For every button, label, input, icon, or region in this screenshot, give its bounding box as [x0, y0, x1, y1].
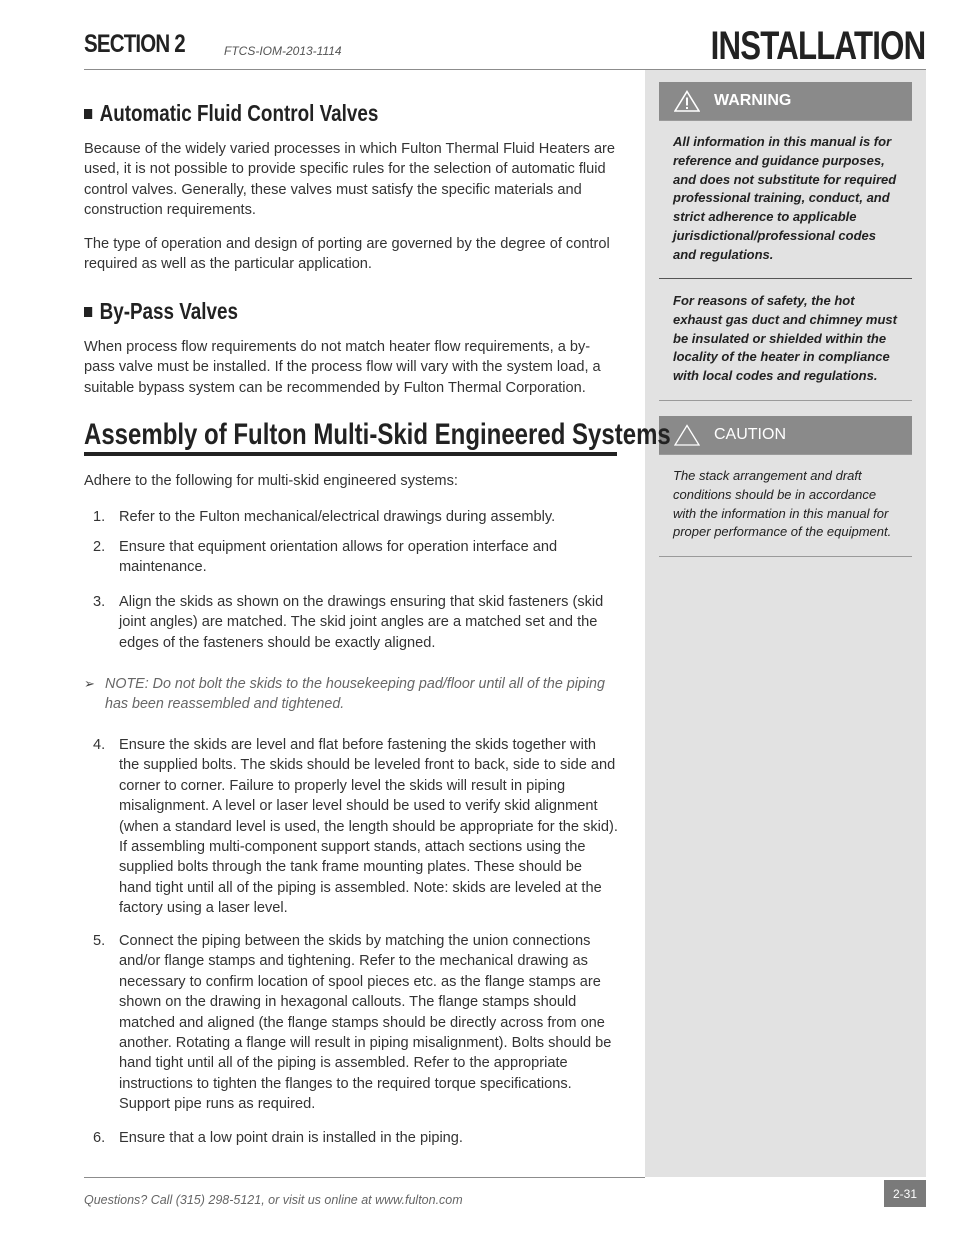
caution-label: CAUTION [714, 426, 786, 443]
caution-text: The stack arrangement and draft conditions should be in accordance with the information in this manual for proper performance of the equipment. [673, 468, 892, 540]
bypass-heading: By-Pass Valves [84, 298, 238, 325]
footer-contact: Questions? Call (315) 298-5121, or visit us online at www.fulton.com [84, 1193, 463, 1207]
warning-divider [659, 278, 912, 279]
assembly-heading-rule [84, 452, 617, 456]
list-item: 6. Ensure that a low point drain is installed in the piping. [93, 1130, 463, 1146]
warning-triangle-icon [674, 90, 700, 112]
warning-divider-bottom [659, 400, 912, 401]
page-number: 2-31 [884, 1180, 926, 1207]
warning-label: WARNING [714, 92, 792, 109]
list-item: 3. Align the skids as shown on the drawings ensuring that skid fasteners (skid joint angles) are matched. The skid joint angles are a matched set and the edges of the fasteners should be exactly aligned. [93, 594, 604, 651]
warning-text-exhaust: For reasons of safety, the hot exhaust gas duct and chimney must be insulated or shielded within the locality of the heater in compliance with local codes and regulations. [673, 293, 897, 384]
list-item: 1. Refer to the Fulton mechanical/electrical drawings during assembly. [93, 509, 556, 525]
bullet-square-icon [84, 109, 92, 119]
caution-banner [659, 416, 912, 454]
bullet-square-icon [84, 307, 92, 317]
caution-triangle-icon [674, 424, 700, 446]
document-code: FTCS-IOM-2013-1114 [224, 44, 342, 58]
section-label: SECTION 2 [84, 30, 185, 58]
list-item: 4. Ensure the skids are level and flat before fastening the skids together with the supplied bolts. The skids should be leveled front to back, side to side and corner to corner. Failure to properly level the skids will result in piping misalignment. A level or laser level should be used to verify skid alignment (when a standard level is used, the length should be appropriate for the skid). If assembling multi-component support stands, attach sections using the supplied bolts through the tank frame mounting plates. These should be hand tight until all of the piping is assembled. Note: skids are leveled at the factory using a laser level. [93, 737, 618, 917]
footer-divider [84, 1177, 645, 1178]
page-title: INSTALLATION [710, 24, 925, 68]
warning-banner [659, 82, 912, 120]
list-item: 5. Connect the piping between the skids by matching the union connections and/or flange stamps and tightening. Refer to the mechanical drawing as necessary to confirm location of spool pieces etc. as the flange stamps are shown on the drawing in hexagonal callouts. The flange stamps should matched and aligned (the flange stamps should be directly across from one another. Rotating a flange will result in piping misalignment). Bolts should be hand tight until all of the piping is assembled. Refer to the appropriate instructions to tighten the flanges to the required torque specifications. Support pipe runs as required. [93, 933, 612, 1113]
valves-paragraph-2: The type of operation and design of porting are governed by the degree of control required as well as the particular application. [84, 236, 610, 273]
list-item: 2. Ensure that equipment orientation allows for operation interface and maintenance. [93, 539, 558, 576]
assembly-heading: Assembly of Fulton Multi-Skid Engineered Systems [84, 418, 671, 451]
warning-divider-top [659, 120, 912, 121]
assembly-intro: Adhere to the following for multi-skid engineered systems: [84, 473, 458, 489]
bypass-paragraph: When process flow requirements do not match heater flow requirements, a by-pass valve must be installed. If the process flow will vary with the system load, a suitable bypass system can be recommended by Fulton Thermal Corporation. [84, 339, 601, 396]
valves-heading: Automatic Fluid Control Valves [84, 100, 378, 127]
valves-paragraph-1: Because of the widely varied processes in which Fulton Thermal Fluid Heaters are used, it is not possible to provide specific rules for the selection of automatic fluid control valves. Generally, these valves must satisfy the specific materials and construction requirements. [84, 141, 616, 219]
note: ➢ NOTE: Do not bolt the skids to the housekeeping pad/floor until all of the piping has been reassembled and tightened. [84, 674, 618, 715]
caution-divider-bottom [659, 556, 912, 557]
note-arrow-icon: ➢ [84, 676, 95, 691]
warning-text-reference: All information in this manual is for reference and guidance purposes, and does not substitute for required professional training, conduct, and strict adherence to applicable jurisdictional/professional codes and regulations. [673, 134, 897, 262]
caution-divider-top [659, 454, 912, 455]
